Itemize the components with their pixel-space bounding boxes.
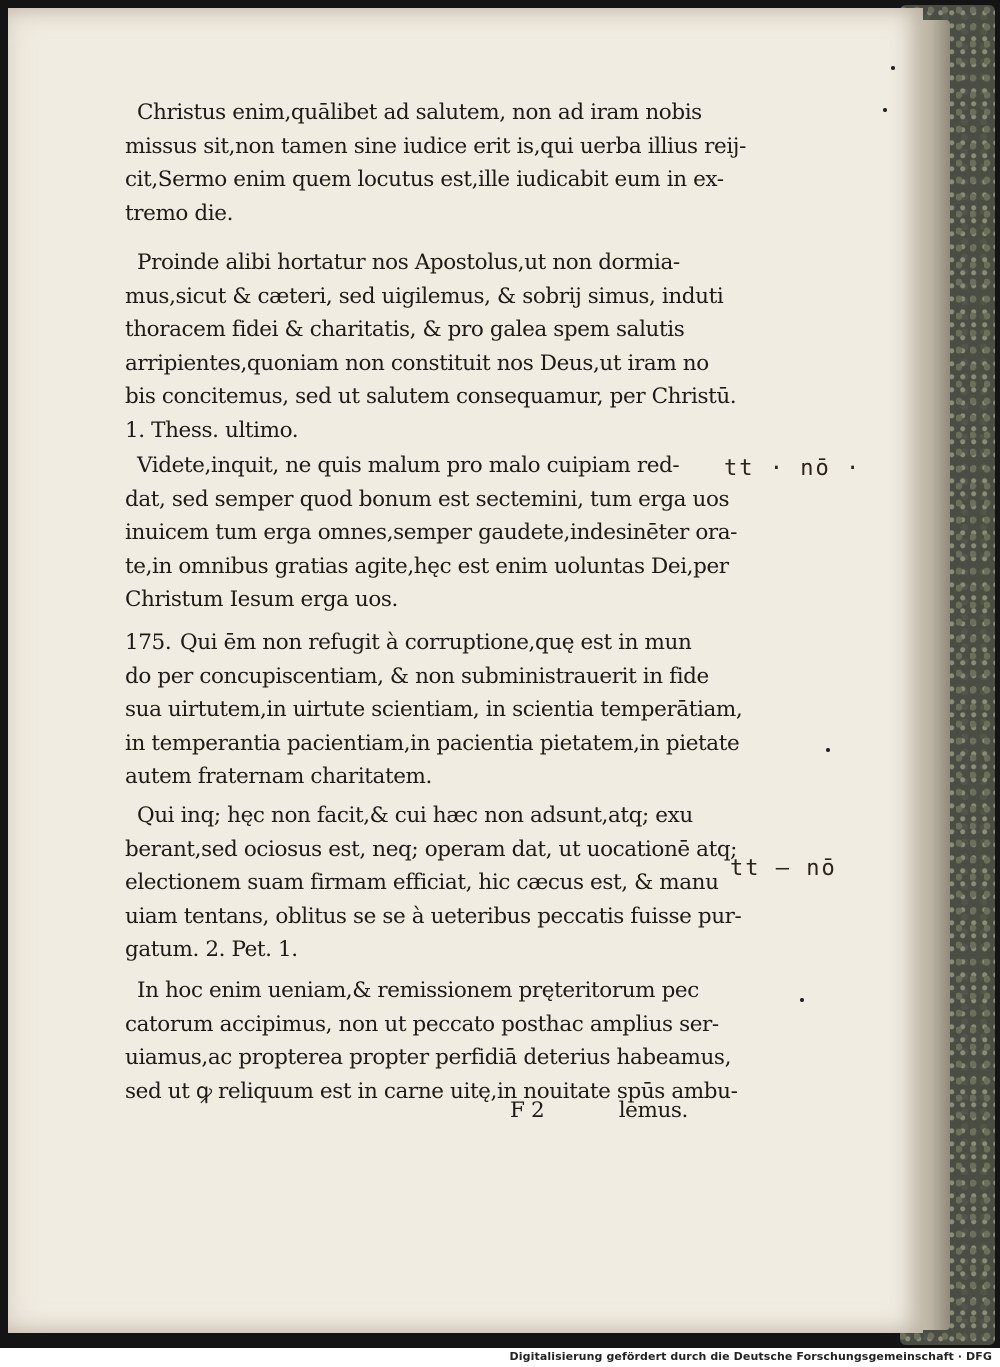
text-line: Qui inq; hęc non facit,& cui hæc non adsunt,atq; exu (137, 803, 693, 828)
text-line: mus,sicut & cæteri, sed uigilemus, & sobrij simus, induti (125, 283, 724, 309)
signature-line (125, 1094, 700, 1127)
text-line: autem fraternam charitatem. (125, 764, 432, 789)
footer-bar (0, 1348, 1000, 1367)
text-line: In hoc enim ueniam,& remissionem pręteritorum pec (137, 978, 699, 1003)
text-line: uiamus,ac propterea propter perfidiā deterius habeamus, (125, 1045, 732, 1070)
text-line: bis concitemus, sed ut salutem consequamur, per Christū. (125, 384, 737, 409)
text-line: gatum. 2. Pet. 1. (125, 937, 298, 962)
paragraph-3 (125, 449, 737, 617)
text-line: dat, sed semper quod bonum est sectemini, tum erga uos (125, 486, 730, 512)
text-line: missus sit,non tamen sine iudice erit is,qui uerba illius reij- (125, 133, 746, 159)
text-line: Christum Iesum erga uos. (125, 587, 398, 612)
text-line: tremo die. (125, 200, 234, 226)
text-line: do per concupiscentiam, & non subministrauerit in fide (125, 663, 709, 689)
catchword: lemus. (618, 1098, 688, 1123)
text-line: Christus enim,quālibet ad salutem, non ad iram nobis (137, 100, 702, 125)
margin-speck (800, 998, 804, 1002)
text-line: sed ut ꝙ reliquum est in carne uitę,in nouitate spūs ambu- (125, 1078, 738, 1104)
text-line: in temperantia pacientiam,in pacientia pietatem,in pietate (125, 730, 740, 756)
section-number: 175. (125, 630, 172, 655)
text-line: 1. Thess. ultimo. (125, 417, 299, 443)
margin-speck (891, 66, 895, 70)
margin-speck (883, 108, 887, 112)
text-line (125, 626, 742, 660)
paragraph-4 (125, 626, 742, 794)
paragraph-5 (125, 799, 741, 967)
text-line: te,in omnibus gratias agite,hęc est enim uoluntas Dei,per (125, 553, 729, 579)
paragraph-2 (125, 246, 736, 447)
text-line: thoracem fidei & charitatis, & pro galea spem salutis (125, 317, 685, 342)
text-line: Proinde alibi hortatur nos Apostolus,ut non dormia- (137, 250, 680, 275)
marginal-annotation: tt — nō (730, 856, 837, 881)
book-page (8, 8, 923, 1333)
marginal-annotation: tt · nō · (724, 456, 862, 481)
text-line: sua uirtutem,in uirtute scientiam, in scientia temperātiam, (125, 697, 743, 722)
footer-credit: Digitalisierung gefördert durch die Deutsche Forschungsgemeinschaft · DFG (509, 1350, 992, 1363)
text-line-content: Qui ēm non refugit à corruptione,quę est in mun (180, 630, 692, 655)
text-line: electionem suam firmam efficiat, hic cæcus est, & manu (125, 870, 719, 895)
text-line: catorum accipimus, non ut peccato posthac amplius ser- (125, 1011, 719, 1037)
margin-speck (826, 748, 830, 752)
signature-mark: F 2 (510, 1098, 545, 1123)
text-line: Videte,inquit, ne quis malum pro malo cuipiam red- (137, 453, 680, 478)
text-line: cit,Sermo enim quem locutus est,ille iudicabit eum in ex- (125, 167, 724, 192)
text-line: berant,sed ociosus est, neq; operam dat, ut uocationē atq; (125, 836, 738, 862)
paragraph-1 (125, 96, 746, 230)
paragraph-6 (125, 974, 737, 1108)
text-line: inuicem tum erga omnes,semper gaudete,indesinēter ora- (125, 520, 738, 545)
text-line: uiam tentans, oblitus se se à ueteribus peccatis fuisse pur- (125, 903, 742, 929)
text-line: arripientes,quoniam non constituit nos Deus,ut iram no (125, 350, 709, 376)
